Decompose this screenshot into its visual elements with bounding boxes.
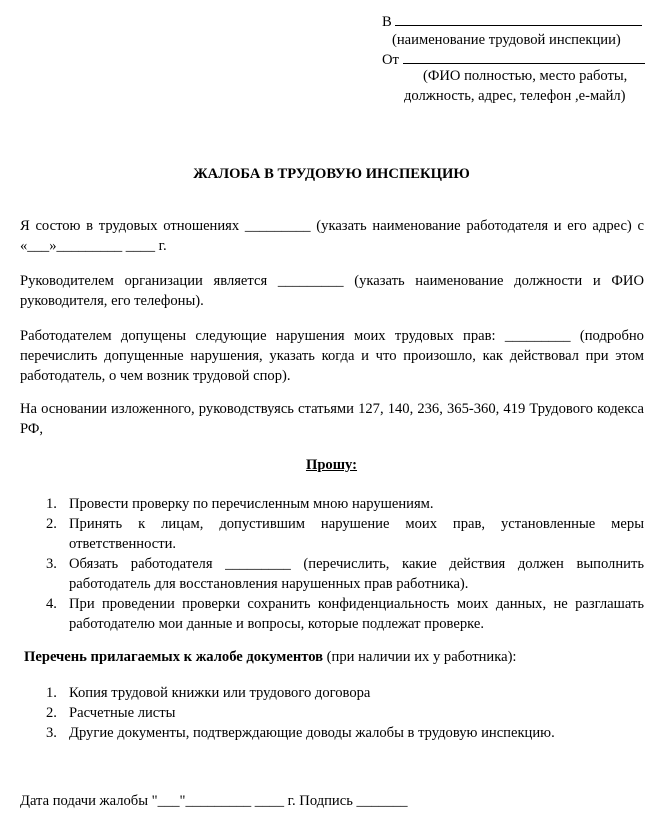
to-prefix: В [382,14,392,30]
from-hint-1: (ФИО полностью, место работы, [423,68,628,84]
attachments-heading-normal: (при наличии их у работника): [323,649,517,665]
attachments-heading [24,647,516,667]
from-blank-line [403,48,645,64]
list-item [0,594,644,634]
request-list [0,494,644,634]
request-heading: Прошу: [305,457,358,473]
p2-blank: _________ [277,273,344,289]
list-item [0,703,644,723]
p2-text-b: (указать наименование должности и ФИО руководителя, его телефоны). [20,273,644,309]
list-item-number: 1. [46,685,57,701]
signature-line: Дата подачи жалобы "___"_________ ____ г. Подпись _______ [20,793,408,809]
list-item [0,494,644,514]
to-blank-line [395,10,642,26]
p3-text-a: Работодателем допущены следующие нарушения моих трудовых прав: [20,328,496,344]
list-item [0,723,644,743]
paragraph-manager [20,271,644,311]
p1-blank: _________ [244,218,311,234]
list-item-text: Другие документы, подтверждающие доводы жалобы в трудовую инспекцию. [69,725,555,741]
p3-text-b: (подробно перечислить допущенные нарушения, указать когда и что произошло, как действовал при этом работодатель, о чем возник трудовой спор). [20,328,644,384]
to-line [382,10,642,32]
document-title: ЖАЛОБА В ТРУДОВУЮ ИНСПЕКЦИЮ [193,166,470,182]
list-item-text: Расчетные листы [69,705,176,721]
p2-text-a: Руководителем организации является [20,273,268,289]
list-item-text: При проведении проверки сохранить конфиденциальность моих данных, не разглашать работодателю мои данные и вопросы, которые подлежат проверке. [69,596,644,632]
to-hint: (наименование трудовой инспекции) [392,32,621,48]
list-item-text: Копия трудовой книжки или трудового договора [69,685,371,701]
attachments-list [0,683,644,743]
paragraph-employment [20,216,644,256]
p1-text-a: Я состою в трудовых отношениях [20,218,240,234]
list-item-number: 3. [46,556,57,572]
list-item-text: Провести проверку по перечисленным мною нарушениям. [69,496,434,512]
p1-text-b: (указать наименование работодателя и его адрес) с «___»_________ ____ г. [20,218,644,254]
list-item [0,514,644,554]
p3-blank: _________ [504,328,571,344]
list-item-number: 2. [46,705,57,721]
paragraph-violations [20,326,644,386]
attachments-heading-bold: Перечень прилагаемых к жалобе документов [24,649,324,665]
list-item [0,554,644,594]
from-prefix: От [382,52,399,68]
list-item [0,683,644,703]
list-item-number: 2. [46,516,57,532]
paragraph-basis: На основании изложенного, руководствуясь статьями 127, 140, 236, 365-360, 419 Трудового кодекса РФ, [20,401,644,437]
list-item-number: 3. [46,725,57,741]
list-item-number: 4. [46,596,57,612]
list-item-text: Принять к лицам, допустившим нарушение моих прав, установленные меры ответственности. [69,516,644,552]
list-item-number: 1. [46,496,57,512]
list-item-text: Обязать работодателя _________ (перечислить, какие действия должен выполнить работодатель для восстановления нарушенных прав работника). [69,556,644,592]
from-hint-2: должность, адрес, телефон ,е-майл) [404,88,626,104]
